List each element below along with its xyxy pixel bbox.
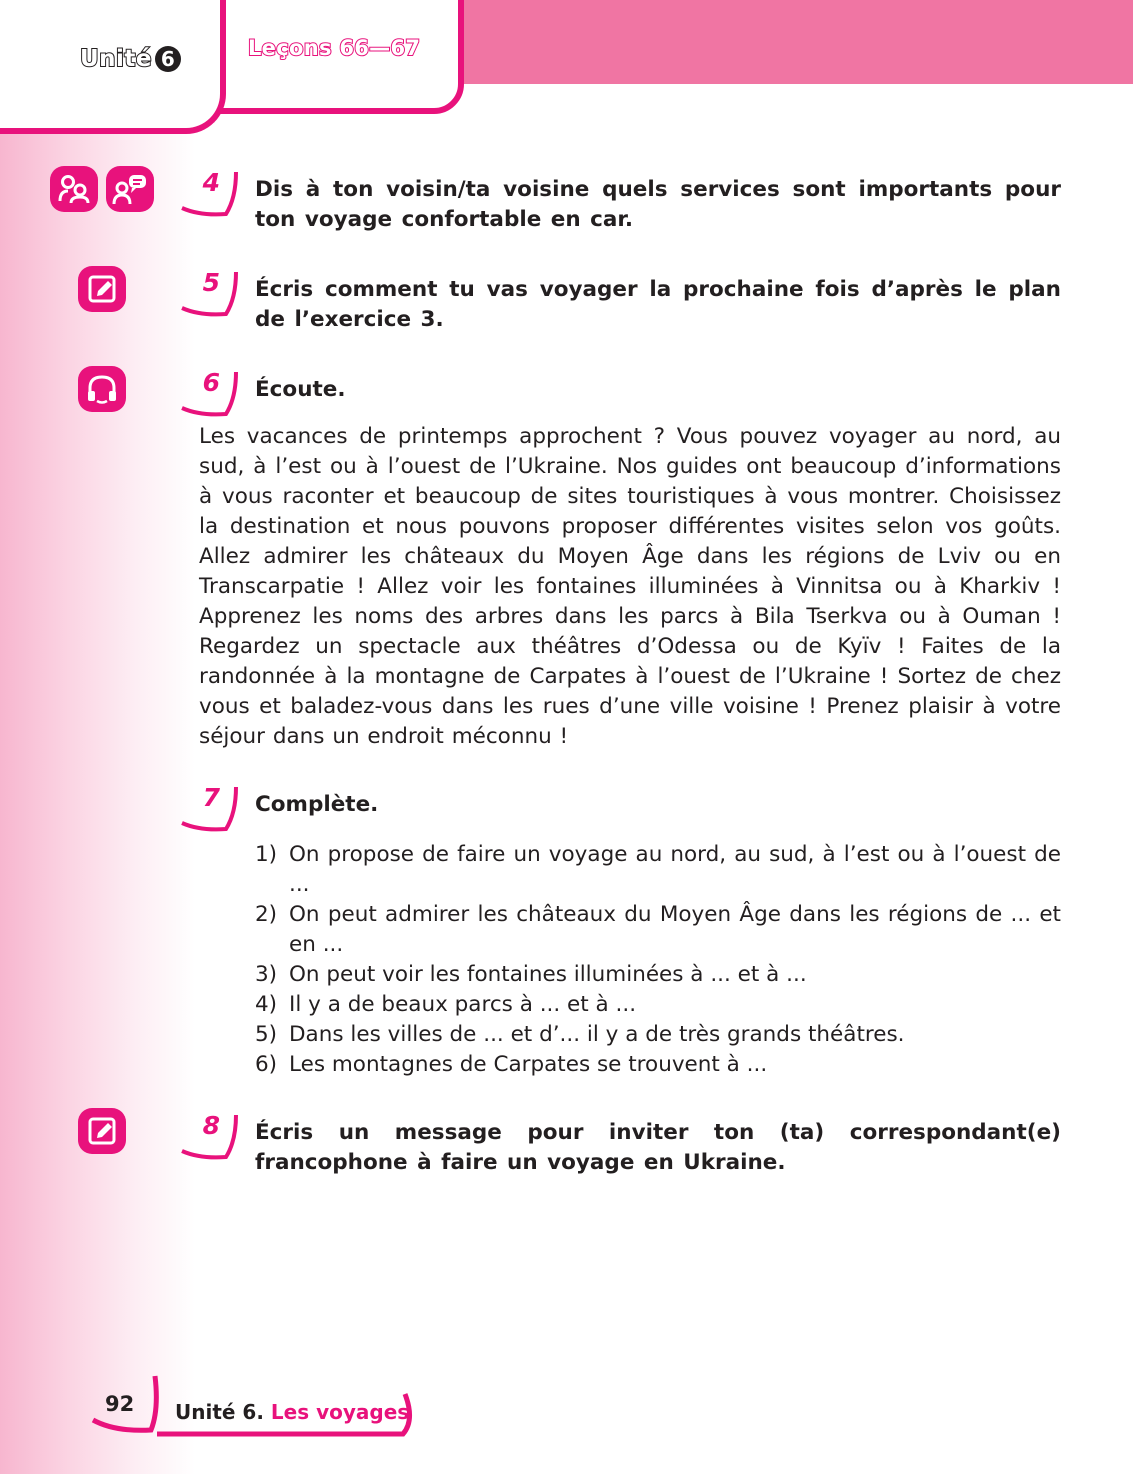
list-item: 3) On peut voir les fontaines illuminées à ... et à ... [255,962,807,987]
complete-list [255,840,1061,1080]
listening-text: Les vacances de printemps approchent ? Vous pouvez voyager au nord, au sud, à l’est ou à l’ouest de l’Ukraine. Nos guides ont beaucoup d’informations à vous raconter et beaucoup de sites touristiques à vous montrer. Choisissez la destination et nous pouvons proposer différentes visites selon vos goûts. Allez admirer les châteaux du Moyen Âge dans les régions de Lviv ou en Transcarpatie ! Allez voir les fontaines illuminées à Vinnitsa ou à Kharkiv ! Apprenez les noms des arbres dans les parcs à Bila Tserkva ou à Ouman ! Regardez un spectacle aux théâtres d’Odessa ou de Kyïv ! Faites de la randonnée à la montagne de Carpates à l’ouest de l’Ukraine ! Sortez de chez vous et baladez-vous dans les rues d’une ville voisine ! Prenez plaisir à votre séjour dans un endroit méconnu ! [199,424,1061,749]
exercise-5-instruction: Écris comment tu vas voyager la prochaine fois d’après le plan de l’exercice 3. [255,277,1061,332]
pencil-icon [78,266,126,312]
speech-icon [106,166,154,212]
list-item: 4) Il y a de beaux parcs à ... et à ... [255,992,637,1017]
exercise-number: 4 [202,168,220,197]
exercise-number: 8 [202,1111,220,1140]
footer-unit: Unité 6. [175,1400,264,1424]
lessons-label: Leçons 66—67 [248,36,421,60]
exercise-number: 5 [202,268,220,297]
footer-title [175,1400,409,1424]
exercise-number-badge [180,1111,238,1165]
left-margin-band [0,0,195,1474]
list-item: 6) Les montagnes de Carpates se trouvent à ... [255,1052,768,1077]
exercise-6-instruction: Écoute. [255,377,346,402]
page-number: 92 [105,1392,135,1416]
pencil-icon [78,1108,126,1154]
exercise-number: 6 [202,368,220,397]
list-item: 1) On propose de faire un voyage au nord, au sud, à l’est ou à l’ouest de ... [255,842,1061,897]
exercise-4-instruction: Dis à ton voisin/ta voisine quels services sont importants pour ton voyage confortable en car. [255,177,1061,232]
exercise-number-badge [180,783,238,837]
unit-label [80,46,181,72]
list-item: 5) Dans les villes de ... et d’... il y a de très grands théâtres. [255,1022,905,1047]
exercise-number-badge [180,168,238,222]
exercise-8-instruction: Écris un message pour inviter ton (ta) correspondant(e) francophone à faire un voyage en Ukraine. [255,1120,1061,1175]
exercise-7-instruction: Complète. [255,792,379,817]
list-item: 2) On peut admirer les châteaux du Moyen Âge dans les régions de ... et en ... [255,902,1061,957]
unit-number: 6 [155,46,181,72]
footer-chapter-title: Les voyages [270,1400,410,1424]
exercise-number-badge [180,368,238,422]
headphones-icon [78,366,126,412]
exercise-number: 7 [202,783,220,812]
exercise-number-badge [180,268,238,322]
pair-work-icon [50,166,98,212]
unit-word: Unité [80,46,153,72]
